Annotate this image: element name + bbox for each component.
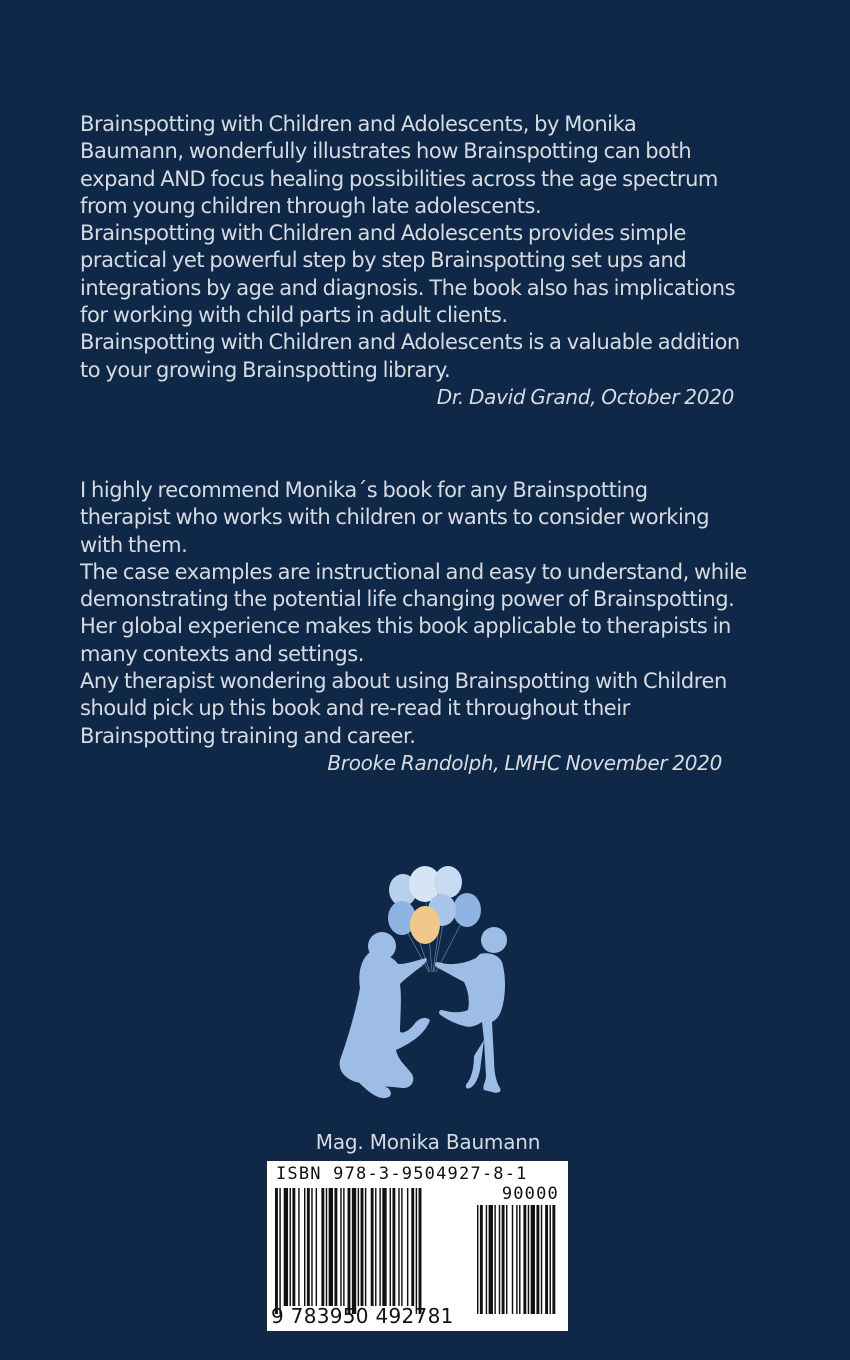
- barcode-bar: [499, 1205, 500, 1314]
- balloon: [410, 906, 440, 944]
- barcode-bar: [392, 1188, 395, 1306]
- review-attribution: Brooke Randolph, LMHC November 2020: [327, 750, 722, 775]
- review-line: Brainspotting with Children and Adolescents, by Monika: [80, 112, 637, 136]
- review-brooke-randolph: [80, 477, 780, 777]
- barcode-bar: [382, 1188, 386, 1306]
- barcode-bar: [371, 1188, 374, 1306]
- review-line: expand AND focus healing possibilities across the age spectrum: [80, 166, 718, 191]
- review-line: Brainspotting with Children and Adolescents is a valuable addition: [80, 330, 740, 355]
- barcode-bar: [348, 1188, 351, 1314]
- barcode-bar: [502, 1205, 505, 1314]
- barcode-bar: [536, 1205, 539, 1314]
- review-line: demonstrating the potential life changing power of Brainspotting.: [80, 587, 735, 612]
- barcode-bar: [365, 1188, 366, 1306]
- barcode-bar: [343, 1188, 344, 1306]
- barcode-bar: [311, 1188, 312, 1306]
- barcode-bar: [304, 1188, 305, 1306]
- barcode-bar: [292, 1188, 295, 1306]
- barcode-bar: [352, 1188, 356, 1314]
- barcode-bar: [486, 1205, 487, 1314]
- review-line: should pick up this book and re-read it throughout their: [80, 696, 630, 721]
- barcode-bar: [506, 1205, 507, 1314]
- barcode-bar: [307, 1188, 310, 1306]
- review-line: for working with child parts in adult clients.: [80, 303, 508, 328]
- barcode-bar: [321, 1188, 324, 1306]
- barcode-bar: [545, 1205, 548, 1314]
- barcode-bar: [390, 1188, 391, 1306]
- barcode-bar: [494, 1205, 495, 1314]
- barcode-bar: [279, 1188, 280, 1314]
- barcode-bar: [411, 1188, 414, 1306]
- barcode-bar: [398, 1188, 399, 1306]
- barcode-bar: [541, 1205, 542, 1314]
- barcode-bar: [340, 1188, 341, 1306]
- barcode-bar: [375, 1188, 376, 1306]
- barcode-bar: [379, 1188, 380, 1306]
- review-line: Baumann, wonderfully illustrates how Brainspotting can both: [80, 139, 692, 164]
- review-line: Her global experience makes this book applicable to therapists in: [80, 614, 731, 639]
- review-line: to your growing Brainspotting library.: [80, 357, 451, 382]
- barcode-bar: [480, 1205, 483, 1314]
- review-attribution: Dr. David Grand, October 2020: [436, 384, 734, 409]
- woman-and-child-with-balloons-icon: [330, 860, 520, 1105]
- review-line: practical yet powerful step by step Brainspotting set ups and: [80, 248, 687, 273]
- barcode-bar: [298, 1188, 299, 1306]
- review-line: Brainspotting with Children and Adolescents provides simple: [80, 221, 686, 246]
- isbn-label: ISBN 978-3-9504927-8-1: [276, 1164, 528, 1184]
- review-line: Brainspotting training and career.: [80, 723, 416, 748]
- barcode-bar: [275, 1188, 278, 1314]
- barcode-bar: [550, 1205, 551, 1314]
- price-code: 90000: [501, 1184, 559, 1204]
- review-line: Any therapist wondering about using Brainspotting with Children: [80, 669, 727, 694]
- barcode-bar: [290, 1188, 291, 1306]
- review-line: therapist who works with children or wants to consider working: [80, 505, 710, 530]
- barcode-bar: [512, 1205, 513, 1314]
- barcode-bar: [329, 1188, 333, 1306]
- barcode-digits: 9 783950 492781: [271, 1304, 454, 1328]
- barcode-bar: [401, 1188, 402, 1306]
- balloon: [453, 893, 481, 927]
- balloon: [434, 866, 462, 898]
- barcode-bar: [477, 1205, 478, 1314]
- barcode-bar: [531, 1205, 535, 1314]
- barcode-bar: [419, 1188, 422, 1314]
- barcode-bar: [523, 1205, 526, 1314]
- review-line: with them.: [80, 532, 188, 557]
- review-line: The case examples are instructional and easy to understand, while: [80, 559, 747, 584]
- barcode-bar: [361, 1188, 364, 1306]
- barcode-bar: [516, 1205, 517, 1314]
- barcode-bar: [519, 1205, 520, 1314]
- isbn-barcode: [267, 1161, 568, 1331]
- barcode-bar: [284, 1188, 288, 1306]
- review-david-grand: [80, 111, 780, 411]
- review-line: many contexts and settings.: [80, 641, 364, 666]
- review-line: I highly recommend Monika´s book for any Brainspotting: [80, 478, 648, 502]
- review-line: integrations by age and diagnosis. The book also has implications: [80, 275, 736, 300]
- barcode-bar: [489, 1205, 493, 1314]
- barcode-bar: [528, 1205, 529, 1314]
- barcode-bar: [358, 1188, 359, 1306]
- barcode-bar: [416, 1188, 417, 1314]
- barcode-bar: [552, 1205, 555, 1314]
- barcode-bar: [334, 1188, 337, 1306]
- barcode-bar: [407, 1188, 408, 1306]
- review-line: from young children through late adolescents.: [80, 193, 542, 218]
- author-name: Mag. Monika Baumann: [315, 1130, 541, 1154]
- barcode-bar: [316, 1188, 317, 1306]
- barcode-bar: [326, 1188, 327, 1306]
